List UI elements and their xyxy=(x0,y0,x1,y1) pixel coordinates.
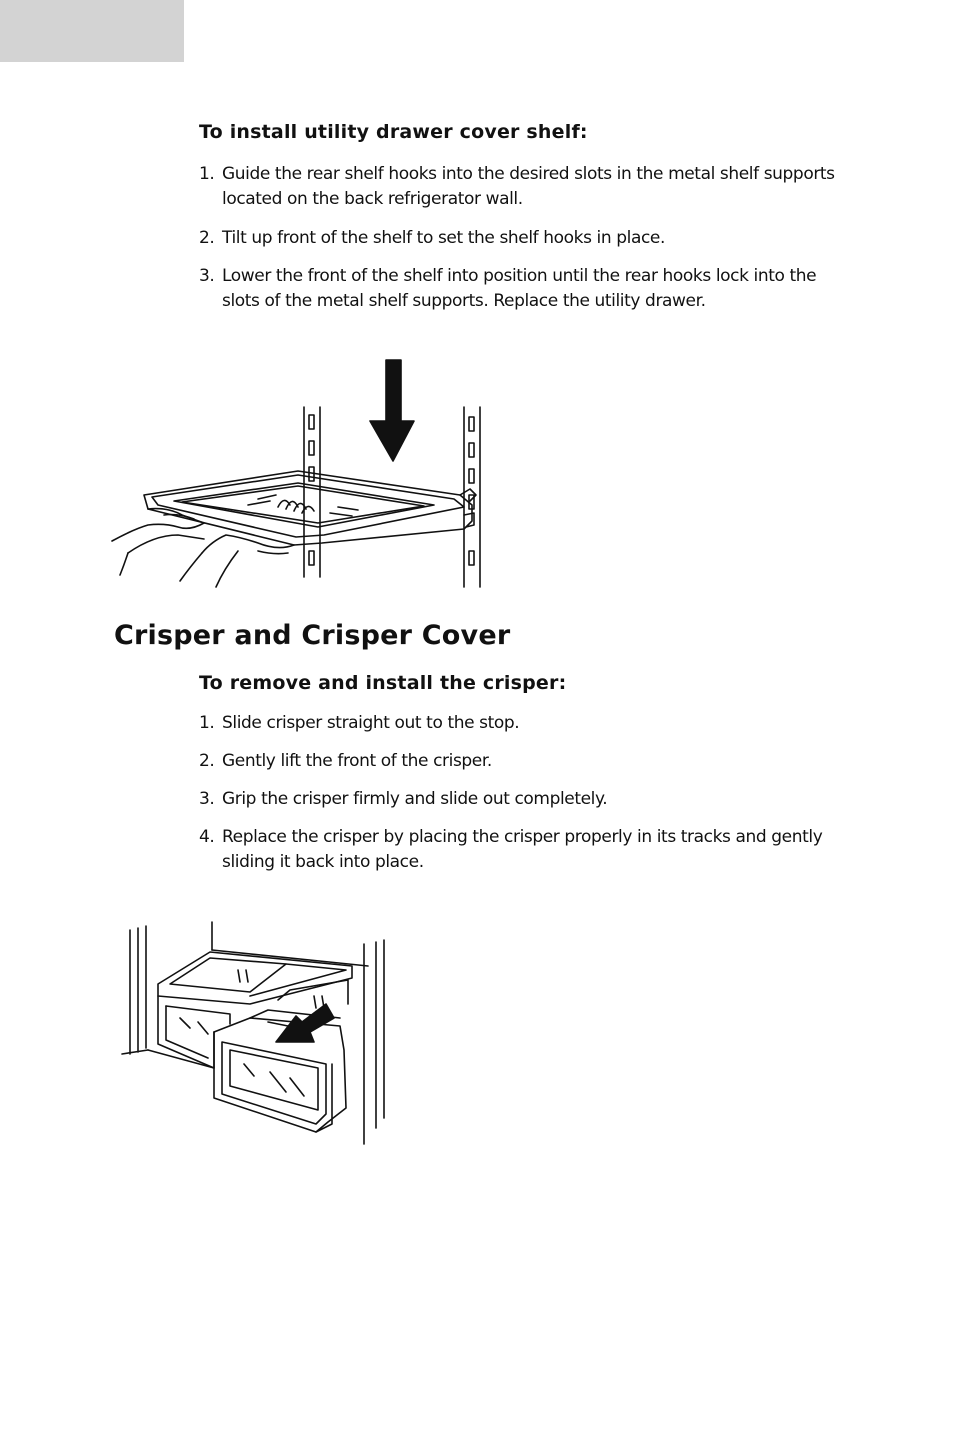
list-item xyxy=(199,711,839,736)
step-text: Slide crisper straight out to the stop. xyxy=(222,713,520,733)
step-text: Replace the crisper by placing the crisper properly in its tracks and gently sliding it back into place. xyxy=(222,827,823,872)
step-number: 1. xyxy=(199,713,215,733)
install-shelf-heading: To install utility drawer cover shelf: xyxy=(199,121,588,143)
step-text: Gently lift the front of the crisper. xyxy=(222,751,492,771)
step-number: 4. xyxy=(199,827,215,847)
step-number: 1. xyxy=(199,164,215,184)
step-text: Guide the rear shelf hooks into the desired slots in the metal shelf supports located on the back refrigerator wall. xyxy=(222,164,835,209)
list-item xyxy=(199,162,839,212)
list-item xyxy=(199,825,839,875)
crisper-section-title: Crisper and Crisper Cover xyxy=(114,620,511,651)
page-corner-tab xyxy=(0,0,184,62)
step-number: 3. xyxy=(199,266,215,286)
list-item xyxy=(199,749,839,774)
crisper-removal-illustration xyxy=(118,918,388,1146)
list-item xyxy=(199,264,839,314)
step-number: 2. xyxy=(199,751,215,771)
remove-crisper-heading: To remove and install the crisper: xyxy=(199,672,567,694)
list-item xyxy=(199,226,839,251)
step-text: Tilt up front of the shelf to set the shelf hooks in place. xyxy=(222,228,665,248)
step-number: 3. xyxy=(199,789,215,809)
step-number: 2. xyxy=(199,228,215,248)
shelf-installation-illustration xyxy=(108,355,498,595)
install-shelf-steps xyxy=(199,162,839,314)
list-item xyxy=(199,787,839,812)
remove-crisper-steps xyxy=(199,711,839,875)
step-text: Lower the front of the shelf into position until the rear hooks lock into the slots of the metal shelf supports. Replace the utility drawer. xyxy=(222,266,817,311)
step-text: Grip the crisper firmly and slide out completely. xyxy=(222,789,608,809)
